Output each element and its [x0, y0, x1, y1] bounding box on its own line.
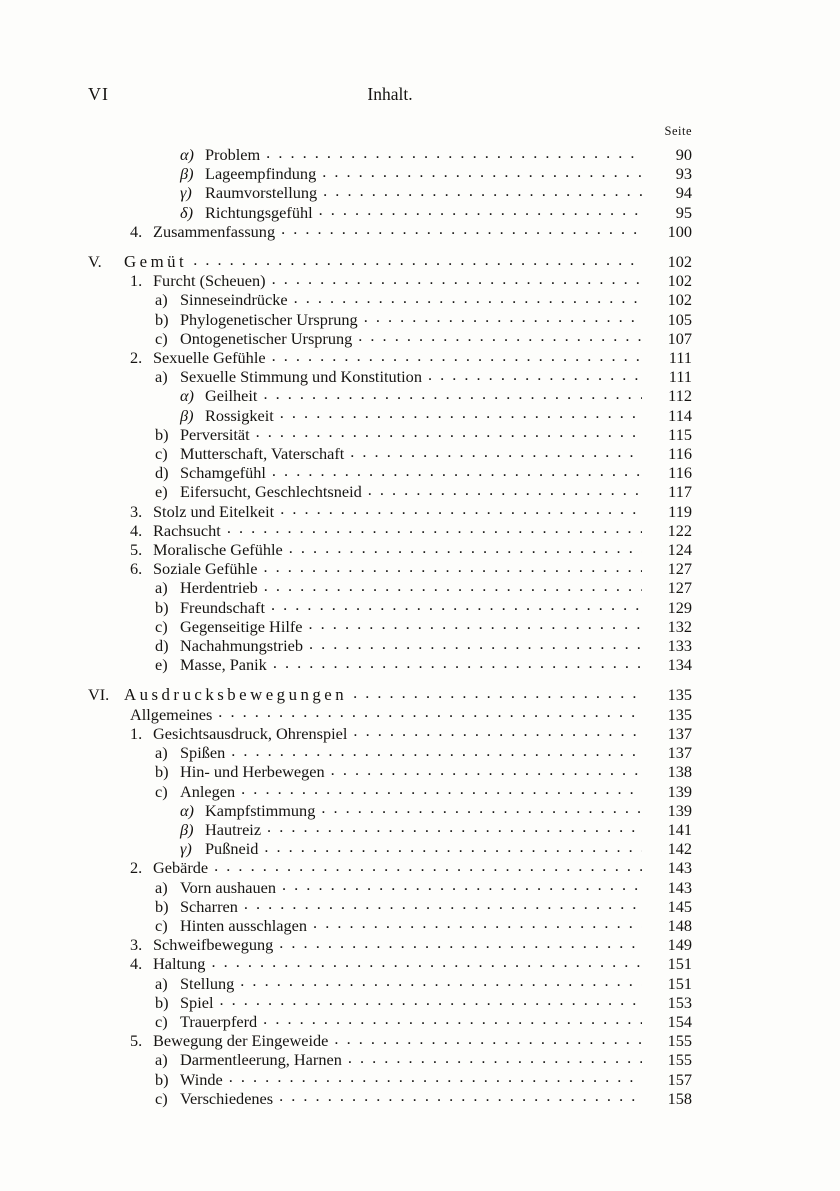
toc-row	[0, 724, 692, 743]
entry-label: Perversität	[180, 424, 250, 444]
dot-leader	[277, 935, 642, 954]
toc-row	[0, 252, 692, 271]
toc-row	[0, 183, 692, 202]
toc-row	[0, 1031, 692, 1050]
entry-page: 142	[667, 839, 692, 859]
entry-prefix: α)	[180, 386, 194, 406]
entry-label: Eifersucht, Geschlechtsneid	[180, 482, 362, 502]
entry-label: Hin- und Herbewegen	[180, 762, 325, 782]
entry-label: Spiel	[180, 992, 214, 1012]
entry-page: 141	[667, 819, 692, 839]
entry-prefix: V.	[88, 252, 102, 272]
entry-page: 112	[668, 386, 692, 406]
dot-leader	[261, 386, 642, 405]
entry-page: 137	[667, 743, 692, 763]
entry-page: 137	[667, 723, 692, 743]
entry-prefix: b)	[155, 762, 169, 782]
entry-prefix: a)	[155, 1050, 168, 1070]
dot-leader	[225, 521, 642, 540]
dot-leader	[227, 1070, 642, 1089]
entry-page: 148	[667, 915, 692, 935]
toc-row	[0, 406, 692, 425]
page-header	[88, 84, 692, 106]
toc-row	[0, 290, 692, 309]
entry-page: 135	[667, 685, 692, 705]
toc-row	[0, 705, 692, 724]
entry-page: 107	[667, 328, 692, 348]
entry-prefix: a)	[155, 290, 168, 310]
entry-label: Sinneseindrücke	[180, 290, 288, 310]
toc-row	[0, 617, 692, 636]
entry-prefix: 4.	[130, 954, 143, 974]
entry-prefix: c)	[155, 1011, 168, 1031]
dot-leader	[264, 145, 642, 164]
entry-prefix: 6.	[130, 559, 143, 579]
dot-leader	[269, 598, 642, 617]
entry-label: Masse, Panik	[180, 655, 267, 675]
toc-row	[0, 858, 692, 877]
entry-page: 93	[675, 164, 692, 184]
entry-page: 143	[667, 877, 692, 897]
entry-prefix: c)	[155, 444, 168, 464]
entry-label: Hinten ausschlagen	[180, 915, 308, 935]
toc-row	[0, 502, 692, 521]
entry-label: Verschiedenes	[180, 1088, 274, 1108]
dot-leader	[280, 878, 642, 897]
entry-prefix: α)	[180, 145, 194, 164]
entry-prefix: α)	[180, 800, 194, 820]
toc-row	[0, 1070, 692, 1089]
entry-page: 102	[667, 271, 692, 291]
dot-leader	[217, 993, 642, 1012]
entry-page: 151	[667, 954, 692, 974]
entry-page: 151	[667, 973, 692, 993]
entry-page: 111	[668, 348, 692, 368]
page-title: Inhalt.	[367, 84, 413, 104]
entry-prefix: β)	[180, 405, 194, 425]
toc-row	[0, 540, 692, 559]
entry-label: Raumvorstellung	[205, 183, 318, 203]
dot-leader	[212, 858, 642, 877]
entry-prefix: β)	[180, 819, 194, 839]
entry-prefix: c)	[155, 328, 168, 348]
entry-prefix: β)	[180, 164, 194, 184]
entry-label: Schamgefühl	[180, 463, 266, 483]
entry-label: Kampfstimmung	[205, 800, 316, 820]
entry-page: 124	[667, 540, 692, 560]
entry-label: Geilheit	[205, 386, 258, 406]
toc-row	[0, 954, 692, 973]
dot-leader	[262, 839, 642, 858]
entry-label: Schweifbewegung	[153, 935, 274, 955]
entry-page: 133	[667, 636, 692, 656]
entry-label: Sexuelle Stimmung und Konstitution	[180, 367, 422, 387]
entry-prefix: d)	[155, 636, 169, 656]
entry-prefix: c)	[155, 915, 168, 935]
entry-label: Nachahmungstrieb	[180, 636, 303, 656]
entry-page: 135	[667, 704, 692, 724]
entry-page: 119	[668, 501, 692, 521]
entry-page: 127	[667, 578, 692, 598]
entry-label: Stolz und Eitelkeit	[153, 501, 275, 521]
dot-leader	[351, 685, 642, 704]
entry-page: 90	[675, 145, 692, 164]
toc-row	[0, 782, 692, 801]
entry-prefix: a)	[155, 877, 168, 897]
dot-leader	[270, 463, 642, 482]
toc-row	[0, 521, 692, 540]
entry-page: 102	[667, 290, 692, 310]
entry-prefix: a)	[155, 578, 168, 598]
entry-page: 116	[668, 444, 692, 464]
entry-prefix: c)	[155, 1088, 168, 1108]
toc-row	[0, 386, 692, 405]
entry-prefix: e)	[155, 655, 168, 675]
dot-leader	[292, 290, 642, 309]
entry-label: Scharren	[180, 896, 238, 916]
toc-row	[0, 878, 692, 897]
entry-label: Haltung	[153, 954, 206, 974]
entry-page: 117	[668, 482, 692, 502]
toc-row	[0, 578, 692, 597]
entry-prefix: 1.	[130, 723, 143, 743]
entry-label: Phylogenetischer Ursprung	[180, 309, 358, 329]
toc-row	[0, 425, 692, 444]
dot-leader	[278, 502, 642, 521]
dot-leader	[216, 705, 642, 724]
entry-label: Freundschaft	[180, 597, 265, 617]
toc-row	[0, 839, 692, 858]
entry-page: 139	[667, 781, 692, 801]
dot-leader	[332, 1031, 642, 1050]
entry-page: 105	[667, 309, 692, 329]
entry-prefix: 4.	[130, 520, 143, 540]
seite-column-header: Seite	[664, 124, 692, 138]
toc-row	[0, 1012, 692, 1031]
entry-label: Furcht (Scheuen)	[153, 271, 266, 291]
entry-page: 153	[667, 992, 692, 1012]
entry-prefix: 1.	[130, 271, 143, 291]
entry-prefix: b)	[155, 424, 169, 444]
dot-leader	[278, 406, 642, 425]
dot-leader	[320, 164, 642, 183]
dot-leader	[362, 310, 642, 329]
entry-label: Moralische Gefühle	[153, 540, 283, 560]
toc-row	[0, 559, 692, 578]
dot-leader	[238, 974, 642, 993]
entry-prefix: 3.	[130, 935, 143, 955]
toc-row	[0, 655, 692, 674]
entry-prefix: δ)	[180, 202, 193, 222]
toc-row	[0, 897, 692, 916]
entry-prefix: b)	[155, 992, 169, 1012]
entry-page: 139	[667, 800, 692, 820]
entry-page: 149	[667, 935, 692, 955]
entry-page: 132	[667, 616, 692, 636]
entry-prefix: a)	[155, 743, 168, 763]
entry-label: Problem	[205, 145, 261, 164]
entry-label: Rossigkeit	[205, 405, 274, 425]
entry-label: Gebärde	[153, 858, 209, 878]
entry-prefix: a)	[155, 367, 168, 387]
entry-label: Trauerpferd	[180, 1011, 258, 1031]
entry-page: 127	[667, 559, 692, 579]
toc-row	[0, 310, 692, 329]
dot-leader	[239, 782, 642, 801]
entry-page: 143	[667, 858, 692, 878]
dot-leader	[348, 444, 642, 463]
dot-leader	[287, 540, 642, 559]
entry-prefix: b)	[155, 309, 169, 329]
toc-row	[0, 222, 692, 241]
toc-row	[0, 685, 692, 704]
toc-list	[0, 145, 692, 1108]
toc-row	[0, 348, 692, 367]
dot-leader	[262, 578, 642, 597]
dot-leader	[242, 897, 642, 916]
entry-prefix: b)	[155, 896, 169, 916]
entry-label: Anlegen	[180, 781, 236, 801]
toc-row	[0, 203, 692, 222]
entry-label: Gegenseitige Hilfe	[180, 616, 303, 636]
dot-leader	[366, 482, 642, 501]
dot-leader	[279, 222, 642, 241]
toc-row	[0, 743, 692, 762]
entry-prefix: c)	[155, 781, 168, 801]
dot-leader	[209, 954, 642, 973]
entry-prefix: 2.	[130, 348, 143, 368]
entry-label: Hautreiz	[205, 819, 262, 839]
entry-page: 154	[667, 1011, 692, 1031]
entry-label: Allgemeines	[130, 704, 213, 724]
entry-label: Herdentrieb	[180, 578, 258, 598]
entry-prefix: b)	[155, 597, 169, 617]
dot-leader	[426, 367, 642, 386]
entry-page: 138	[667, 762, 692, 782]
entry-label: Richtungsgefühl	[205, 202, 313, 222]
entry-page: 157	[667, 1069, 692, 1089]
toc-row	[0, 482, 692, 501]
toc-row	[0, 367, 692, 386]
toc-row	[0, 820, 692, 839]
dot-leader	[346, 1050, 642, 1069]
toc-row	[0, 598, 692, 617]
dot-leader	[229, 743, 642, 762]
entry-label: Bewegung der Eingeweide	[153, 1031, 329, 1051]
entry-label: Ausdrucksbewegungen	[124, 685, 348, 705]
entry-label: Darmentleerung, Harnen	[180, 1050, 342, 1070]
dot-leader	[261, 559, 642, 578]
dot-leader	[254, 425, 642, 444]
dot-leader	[356, 329, 642, 348]
toc-row	[0, 145, 692, 164]
toc-row	[0, 329, 692, 348]
entry-page: 111	[668, 367, 692, 387]
entry-prefix: γ)	[180, 183, 192, 203]
dot-leader	[329, 762, 642, 781]
entry-prefix: 4.	[130, 221, 143, 241]
entry-page: 95	[675, 202, 692, 222]
toc-row	[0, 1089, 692, 1108]
dot-leader	[307, 636, 642, 655]
toc-row	[0, 974, 692, 993]
dot-leader	[261, 1012, 642, 1031]
entry-prefix: 3.	[130, 501, 143, 521]
entry-label: Vorn aushauen	[180, 877, 277, 897]
toc-row	[0, 1050, 692, 1069]
entry-label: Soziale Gefühle	[153, 559, 258, 579]
entry-page: 116	[668, 463, 692, 483]
toc-row	[0, 164, 692, 183]
dot-leader	[307, 617, 642, 636]
entry-label: Sexuelle Gefühle	[153, 348, 266, 368]
entry-prefix: a)	[155, 973, 168, 993]
dot-leader	[319, 801, 642, 820]
entry-page: 155	[667, 1031, 692, 1051]
dot-leader	[317, 203, 642, 222]
entry-prefix: 5.	[130, 1031, 143, 1051]
entry-label: Mutterschaft, Vaterschaft	[180, 444, 345, 464]
entry-label: Gesichtsausdruck, Ohrenspiel	[153, 723, 348, 743]
entry-label: Lageempfindung	[205, 164, 317, 184]
entry-label: Rachsucht	[153, 520, 221, 540]
entry-label: Ontogenetischer Ursprung	[180, 328, 353, 348]
entry-page: 129	[667, 597, 692, 617]
entry-label: Gemüt	[124, 252, 188, 272]
entry-prefix: VI.	[88, 685, 110, 705]
entry-label: Pußneid	[205, 839, 259, 859]
toc-row	[0, 935, 692, 954]
entry-prefix: d)	[155, 463, 169, 483]
entry-label: Zusammenfassung	[153, 221, 276, 241]
entry-page: 102	[667, 252, 692, 272]
entry-prefix: c)	[155, 616, 168, 636]
toc-row	[0, 444, 692, 463]
entry-label: Winde	[180, 1069, 223, 1089]
toc-row	[0, 993, 692, 1012]
entry-page: 158	[667, 1088, 692, 1108]
dot-leader	[277, 1089, 642, 1108]
entry-page: 145	[667, 896, 692, 916]
entry-label: Stellung	[180, 973, 235, 993]
entry-page: 114	[668, 405, 692, 425]
dot-leader	[270, 271, 642, 290]
folio-number: VI	[88, 84, 109, 104]
dot-leader	[321, 183, 642, 202]
dot-leader	[191, 252, 642, 271]
entry-prefix: γ)	[180, 839, 192, 859]
entry-page: 122	[667, 520, 692, 540]
entry-prefix: 2.	[130, 858, 143, 878]
entry-prefix: e)	[155, 482, 168, 502]
entry-prefix: 5.	[130, 540, 143, 560]
dot-leader	[271, 655, 642, 674]
entry-page: 100	[667, 221, 692, 241]
entry-page: 134	[667, 655, 692, 675]
toc-row	[0, 801, 692, 820]
dot-leader	[311, 916, 642, 935]
entry-page: 94	[675, 183, 692, 203]
toc-row	[0, 916, 692, 935]
entry-page: 115	[668, 424, 692, 444]
dot-leader	[270, 348, 642, 367]
dot-leader	[351, 724, 642, 743]
toc-row	[0, 271, 692, 290]
entry-label: Spißen	[180, 743, 226, 763]
toc-row	[0, 636, 692, 655]
dot-leader	[265, 820, 642, 839]
toc-row	[0, 762, 692, 781]
entry-prefix: b)	[155, 1069, 169, 1089]
toc-row	[0, 463, 692, 482]
entry-page: 155	[667, 1050, 692, 1070]
